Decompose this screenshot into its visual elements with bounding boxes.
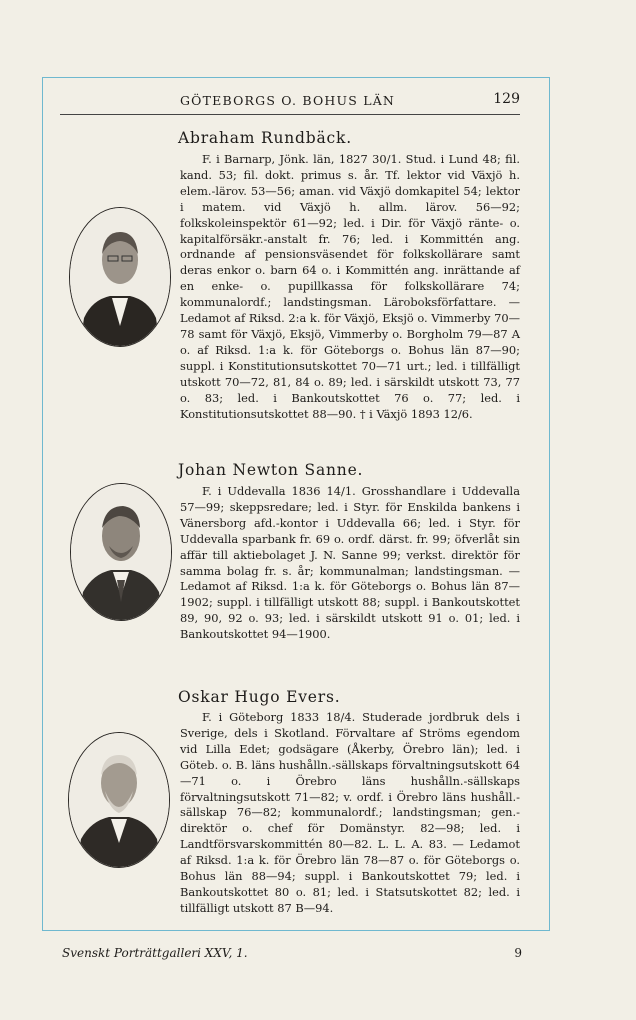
entry-name-rundback: Abraham Rundbäck.: [178, 129, 352, 147]
portrait-evers: [68, 732, 170, 868]
entry-text-evers: [180, 710, 520, 917]
entry-paragraph: F. i Barnarp, Jönk. län, 1827 30/1. Stud. i Lund 48; fil. kand. 53; fil. dokt. primus s. år. Tf. lektor vid Växjö h. elem.-lärov. 53—56; aman. vid Växjö domkapitel 54; lektor i matem. vid Växjö h. allm. lärov. 56—92; folkskoleinspektör 61—92; led. i Dir. för Växjö ränte- o. kapitalförsäkr.-anstalt fr. 76; led. i Kommittén ang. ordnande af pensionsväsendet för folkskollärare samt deras enkor o. barn 64 o. i Kommittén ang. inrättande af en enke- o. pupillkassa för folkskollärare 74; kommunalordf.; landstingsman. Läroboksförfattare. — Ledamot af Riksd. 2:a k. för Växjö, Eksjö o. Vimmerby 70—78 samt för Växjö, Eksjö, Vimmerby o. Borgholm 79—87 A o. af Riksd. 1:a k. för Göteborgs o. Bohus län 87—90; suppl. i Konstitutionsutskottet 70—71 urt.; led. i tillfälligt utskott 70—72, 81, 84 o. 89; led. i särskildt utskott 73, 77 o. 83; led. i Bankoutskottet 76 o. 77; led. i Konstitutionsutskottet 88—90. † i Växjö 1893 12/6.: [180, 152, 520, 421]
entry-paragraph: F. i Uddevalla 1836 14/1. Grosshandlare i Uddevalla 57—99; skeppsredare; led. i Styr. för Enskilda bankens i Vänersborg afd.-kontor i Uddevalla 66; led. i Styr. för Uddevalla sparbank fr. 69 o. ordf. därst. fr. 99; öfverlåt sin affär till aktiebolaget J. N. Sanne 99; verkst. direktör för samma bolag fr. s. år; kommunalman; landstingsman. — Ledamot af Riksd. 1:a k. för Göteborgs o. Bohus län 87—1902; suppl. i tillfälligt utskott 88; suppl. i Bankoutskottet 89, 90, 92 o. 93; led. i särskildt utskott 91 o. 01; led. i Bankoutskottet 94—1900.: [180, 484, 520, 642]
header-title: GÖTEBORGS O. BOHUS LÄN: [180, 93, 396, 108]
footer-signature: 9: [514, 946, 522, 960]
footer-source: Svenskt Porträttgalleri XXV, 1.: [62, 946, 248, 960]
entry-text-sanne: [180, 484, 520, 643]
entry-paragraph: F. i Göteborg 1833 18/4. Studerade jordbruk dels i Sverige, dels i Skotland. Förvaltare af Ströms egendom vid Lilla Edet; godsägare (Åkerby, Örebro län); led. i Göteb. o. B. läns hushålln.-sällskaps förvaltningsutskott 64—71 o. i Örebro läns hushålln.-sällskaps förvaltningsutskott 71—82; v. ordf. i Örebro läns hushåll.-sällskap 76—82; kommunalordf.; landstingsman; gen.-direktör o. chef för Domänstyr. 82—98; led. i Landtförsvarskommittén 80—82. L. L. A. 83. — Ledamot af Riksd. 1:a k. för Örebro län 78—87 o. för Göteborgs o. Bohus län 88—94; suppl. i Bankoutskottet 79; led. i Bankoutskottet 80 o. 81; led. i Statsutskottet 82; led. i tillfälligt utskott 87 B—94.: [180, 710, 520, 915]
entry-name-sanne: Johan Newton Sanne.: [178, 461, 364, 479]
portrait-sanne: [70, 483, 172, 621]
running-header: [60, 93, 520, 111]
entry-name-evers: Oskar Hugo Evers.: [178, 688, 341, 706]
entry-text-rundback: [180, 152, 520, 422]
page-number: 129: [493, 91, 520, 107]
footer: [62, 946, 522, 966]
header-rule: [60, 114, 520, 115]
portrait-rundback: [69, 207, 171, 347]
